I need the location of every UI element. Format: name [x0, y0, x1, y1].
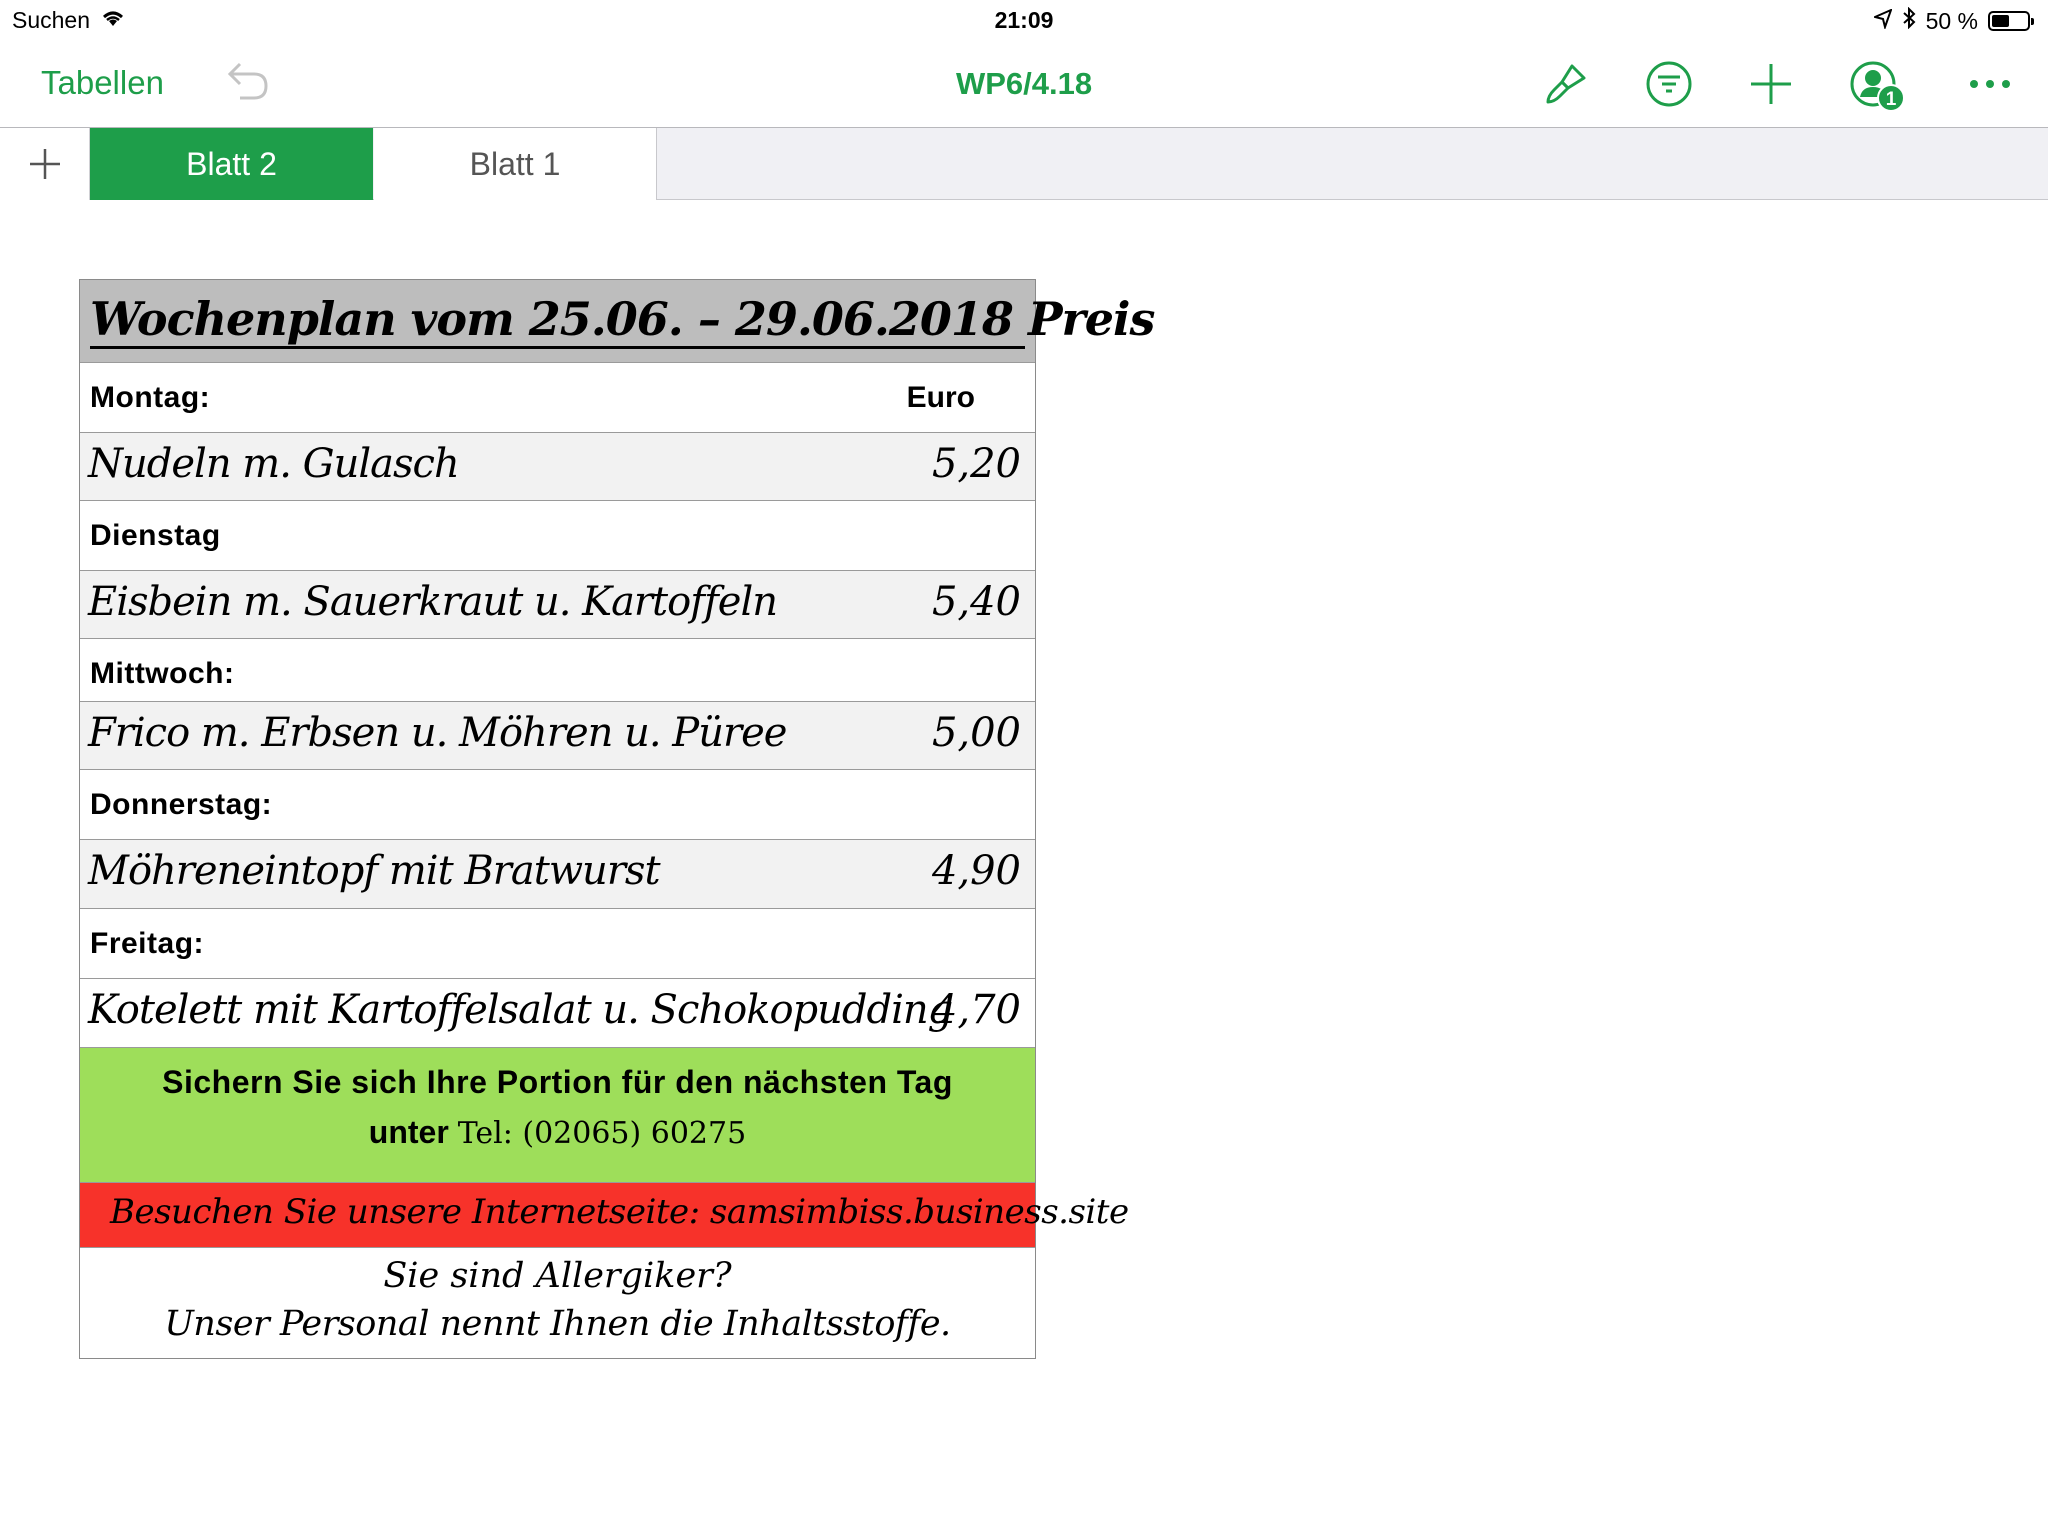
meal-name: Eisbein m. Sauerkraut u. Kartoffeln — [88, 579, 778, 625]
plus-icon — [28, 147, 62, 181]
add-sheet-button[interactable] — [0, 128, 90, 200]
tab-blatt-2[interactable]: Blatt 2 — [90, 128, 373, 200]
tabellen-back-button[interactable]: Tabellen — [41, 64, 164, 101]
phone-number: Tel: (02065) 60275 — [457, 1116, 747, 1151]
promo-phone-line — [80, 1114, 1035, 1151]
table-title: Wochenplan vom 25.06. – 29.06.2018 Preis — [90, 292, 1025, 349]
nav-bar — [0, 40, 2048, 128]
location-icon — [1874, 8, 1892, 35]
day-label: Mittwoch: — [90, 657, 235, 690]
day-label: Donnerstag: — [90, 788, 273, 821]
clock: 21:09 — [994, 7, 1054, 33]
collaborator-count-badge: 1 — [1877, 84, 1905, 112]
meal-price: 4,70 — [931, 987, 1021, 1033]
undo-button[interactable] — [220, 60, 272, 110]
table-row[interactable] — [80, 363, 1035, 433]
table-row[interactable] — [80, 979, 1035, 1048]
format-brush-button[interactable] — [1538, 58, 1594, 110]
meal-price: 5,20 — [931, 441, 1021, 487]
meal-name: Frico m. Erbsen u. Möhren u. Püree — [88, 710, 787, 756]
sheet-tab-bar — [0, 128, 2048, 200]
more-icon — [1968, 78, 2012, 90]
battery-icon — [1988, 11, 2030, 31]
promo-text: Sichern Sie sich Ihre Portion für den nächsten Tag — [162, 1064, 953, 1100]
allergy-info: Unser Personal nennt Ihnen die Inhaltsstoffe. — [164, 1304, 951, 1344]
menu-table — [79, 279, 1155, 1359]
table-row[interactable] — [80, 433, 1035, 501]
allergy-row[interactable] — [80, 1248, 1035, 1358]
filter-icon — [1644, 59, 1694, 109]
back-to-app-label[interactable]: Suchen — [12, 7, 91, 33]
promo-row[interactable] — [80, 1048, 1035, 1183]
table-row[interactable] — [80, 770, 1035, 840]
meal-price: 5,00 — [931, 710, 1021, 756]
more-button[interactable] — [1962, 58, 2018, 110]
table-row[interactable] — [80, 909, 1035, 979]
table-row[interactable] — [80, 702, 1035, 770]
currency-header: Euro — [906, 381, 975, 414]
meal-price: 5,40 — [931, 579, 1021, 625]
meal-name: Nudeln m. Gulasch — [88, 441, 459, 487]
website-text: Besuchen Sie unsere Internetseite: samsimbiss.business.site — [110, 1192, 1129, 1232]
day-label: Montag: — [90, 381, 211, 414]
promo-prefix: unter — [368, 1114, 449, 1150]
day-label: Freitag: — [90, 927, 205, 960]
plus-icon — [1749, 62, 1793, 106]
table-row[interactable] — [80, 571, 1035, 639]
collaborate-button[interactable] — [1845, 58, 1901, 110]
battery-percent: 50 % — [1925, 7, 1978, 34]
table-row[interactable] — [80, 639, 1035, 702]
table-row[interactable] — [80, 840, 1035, 909]
undo-icon — [220, 60, 272, 110]
meal-name: Möhreneintopf mit Bratwurst — [88, 848, 660, 894]
status-bar — [0, 0, 2048, 40]
bluetooth-icon — [1902, 7, 1916, 35]
paintbrush-icon — [1542, 60, 1590, 108]
website-row[interactable] — [80, 1183, 1129, 1248]
allergy-question: Sie sind Allergiker? — [383, 1256, 732, 1296]
filter-button[interactable] — [1641, 58, 1697, 110]
table-row[interactable] — [80, 501, 1035, 571]
meal-price: 4,90 — [931, 848, 1021, 894]
insert-button[interactable] — [1743, 58, 1799, 110]
day-label: Dienstag — [90, 519, 221, 552]
table-header-row[interactable] — [80, 280, 1155, 363]
meal-name: Kotelett mit Kartoffelsalat u. Schokopudding — [88, 987, 953, 1033]
document-title: WP6/4.18 — [955, 66, 1093, 101]
tab-blatt-1[interactable]: Blatt 1 — [374, 128, 657, 200]
